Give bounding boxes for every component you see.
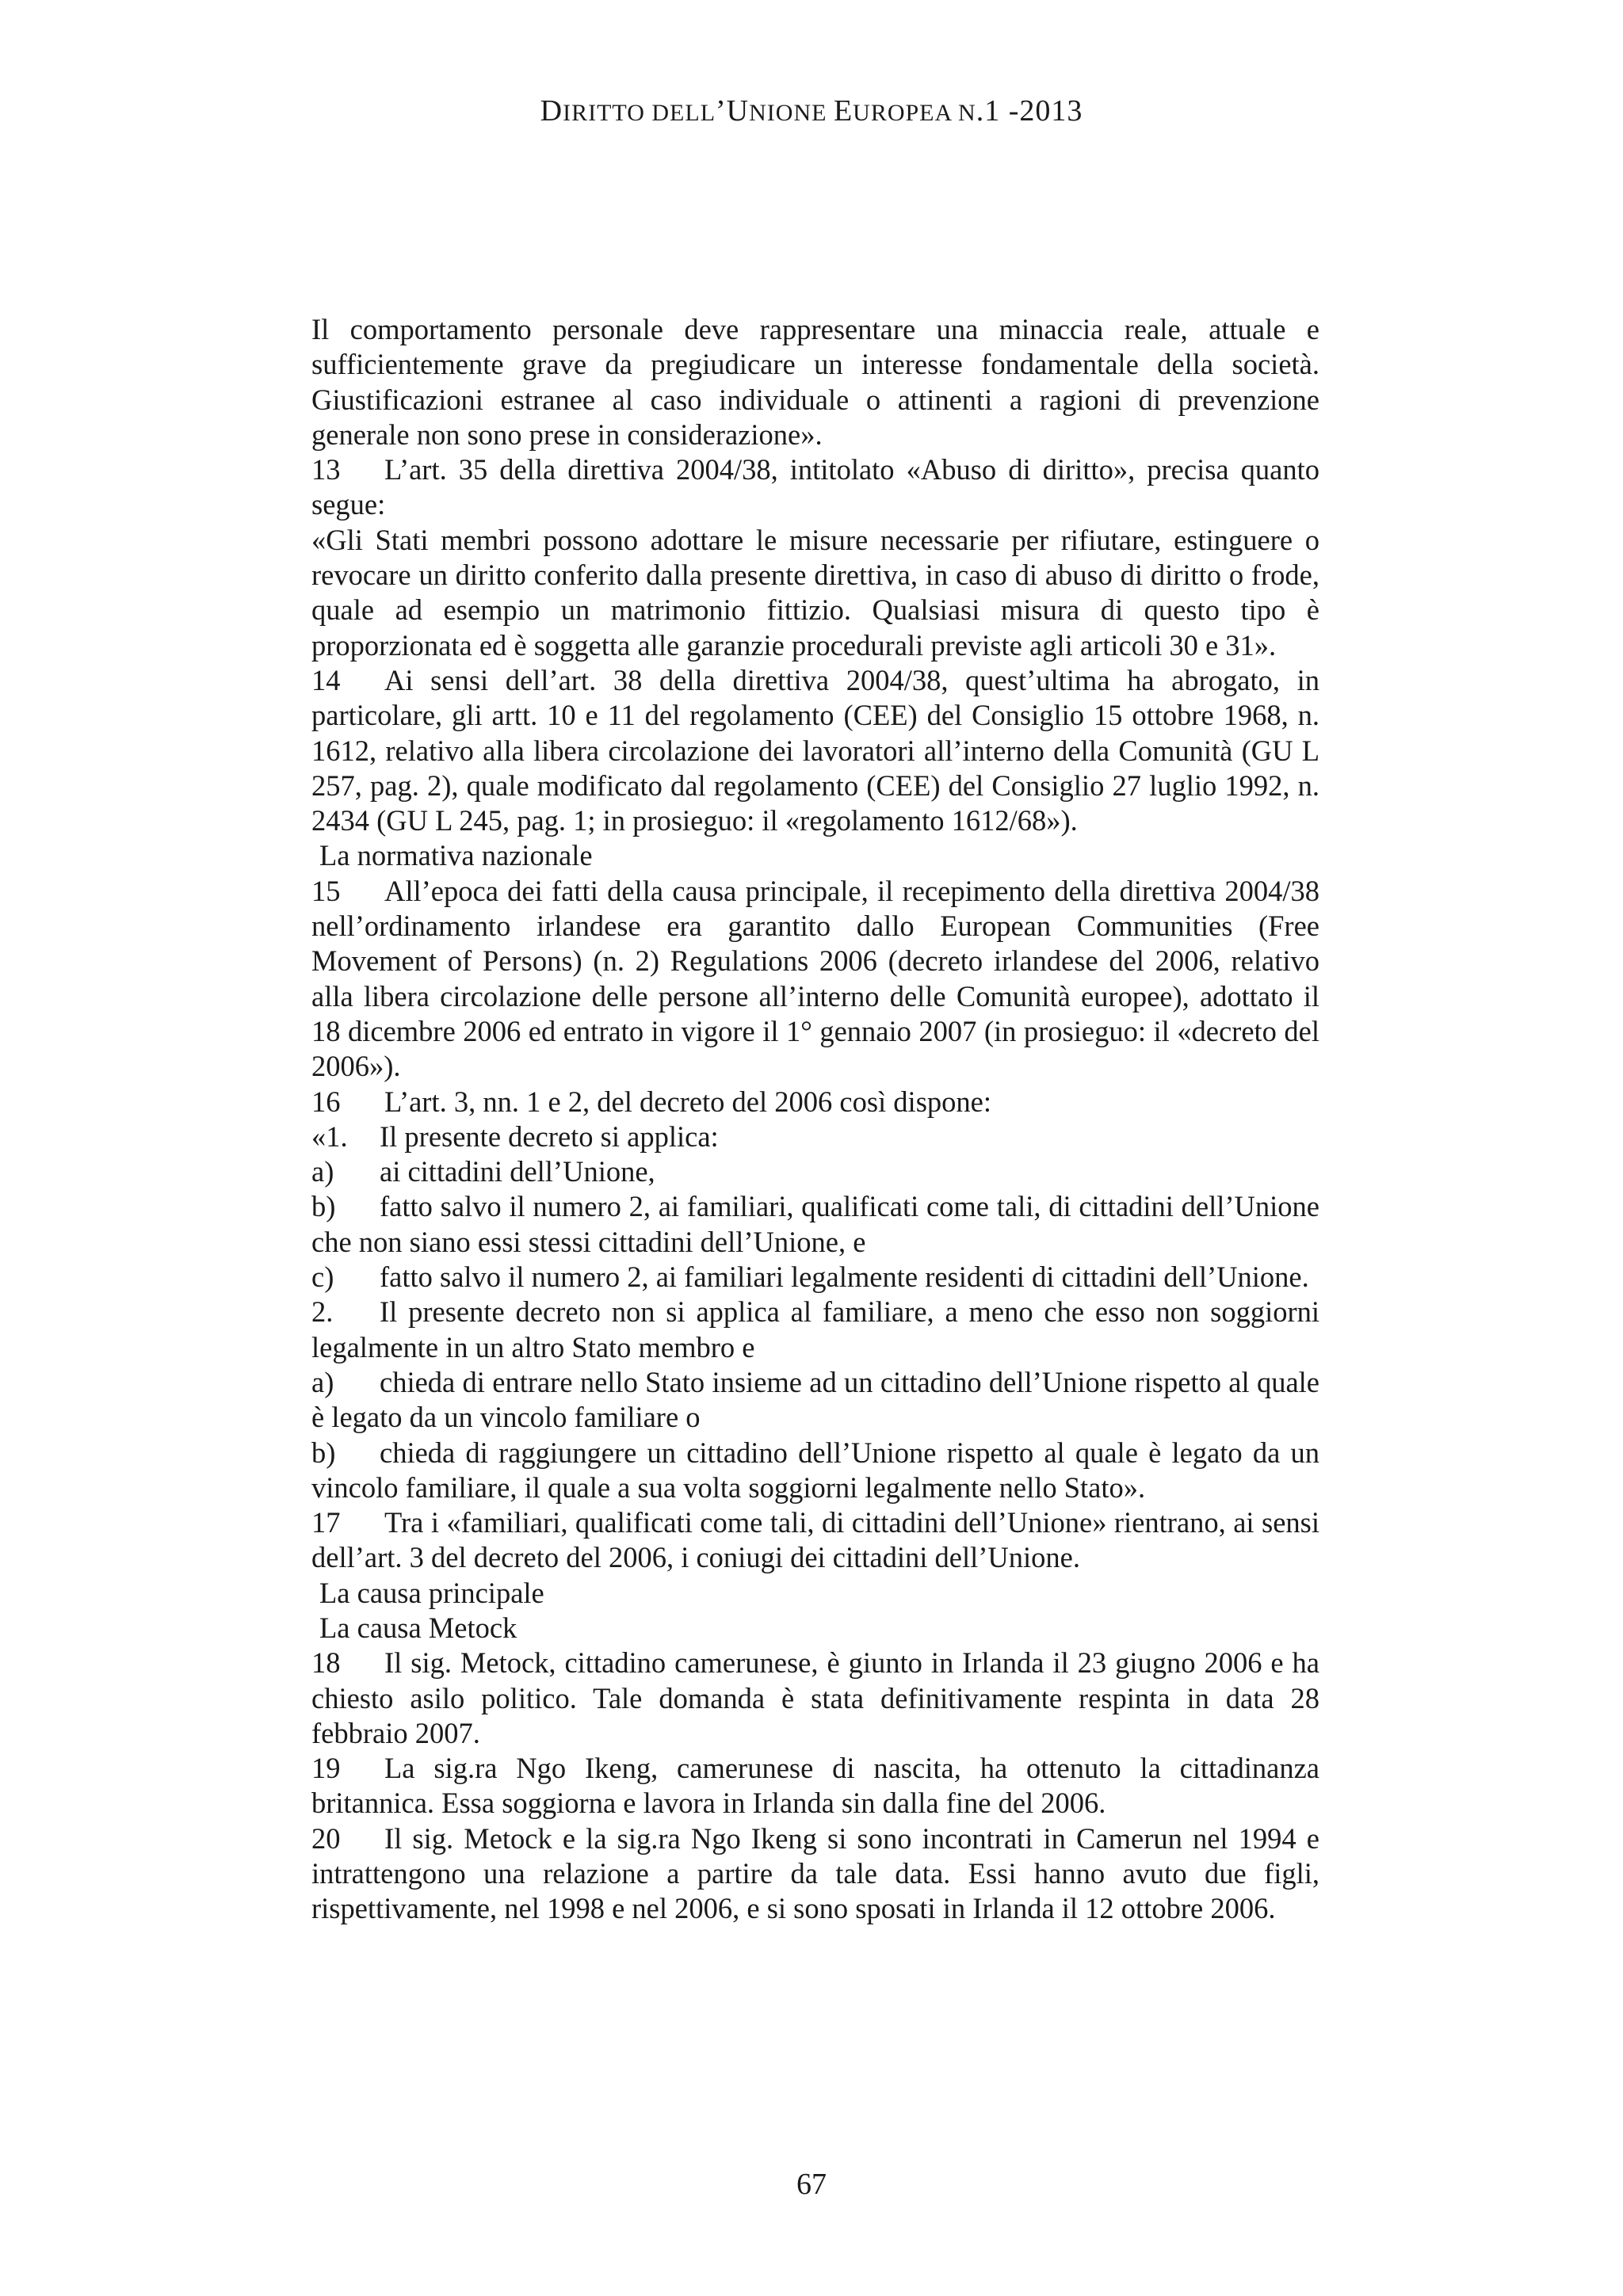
list-item — [311, 1154, 1319, 1189]
paragraph-number: 13 — [311, 453, 341, 486]
numbered-paragraph — [311, 663, 1319, 838]
list-item — [311, 1295, 1319, 1365]
paragraph-number: 16 — [311, 1085, 341, 1118]
item-marker: b) — [311, 1190, 336, 1223]
paragraph-text: fatto salvo il numero 2, ai familiari, qualificati come tali, di cittadini dell’Unione che non siano essi stessi cittadini dell’Unione, e — [311, 1190, 1319, 1258]
numbered-paragraph — [311, 1646, 1319, 1751]
paragraph-text: ai cittadini dell’Unione, — [380, 1155, 655, 1188]
paragraph: Il comportamento personale deve rappresentare una minaccia reale, attuale e sufficientemente grave da pregiudicare un interesse fondamentale della società. Giustificazioni estranee al caso individuale o attinenti a ragioni di prevenzione generale non sono prese in considerazione». — [311, 313, 1319, 451]
paragraph-number: 20 — [311, 1821, 341, 1855]
header-part: D — [540, 94, 563, 128]
numbered-paragraph — [311, 1821, 1319, 1927]
item-marker: c) — [311, 1261, 334, 1294]
header-part: IRITTO DELL — [563, 100, 716, 126]
numbered-paragraph — [311, 874, 1319, 1085]
list-item — [311, 1260, 1319, 1295]
section-heading: La normativa nazionale — [319, 839, 593, 872]
header-part: UROPEA N — [853, 100, 976, 126]
paragraph-text: chieda di entrare nello Stato insieme ad un cittadino dell’Unione rispetto al quale è legato da un vincolo familiare o — [311, 1365, 1319, 1434]
list-item — [311, 1189, 1319, 1260]
paragraph-number: 19 — [311, 1752, 341, 1785]
numbered-paragraph — [311, 1751, 1319, 1821]
paragraph-number: 15 — [311, 874, 341, 907]
item-marker: a) — [311, 1155, 334, 1188]
item-marker: a) — [311, 1365, 334, 1398]
numbered-paragraph — [311, 452, 1319, 523]
item-marker: b) — [311, 1436, 336, 1469]
paragraph-text: Il presente decreto non si applica al familiare, a meno che esso non soggiorni legalmente in un altro Stato membro e — [311, 1295, 1319, 1363]
section-heading: La causa Metock — [319, 1611, 517, 1644]
header-part: NIONE — [749, 100, 834, 126]
paragraph-text: chieda di raggiungere un cittadino dell’Unione rispetto al quale è legato da un vincolo familiare, il quale a sua volta soggiorni legalmente nello Stato». — [311, 1436, 1319, 1504]
header-part: ’U — [716, 94, 750, 128]
running-header — [0, 93, 1623, 128]
paragraph-text: Il presente decreto si applica: — [380, 1119, 719, 1153]
item-marker: «1. — [311, 1119, 348, 1153]
page-number: 67 — [796, 2168, 827, 2201]
list-item — [311, 1119, 1319, 1154]
numbered-paragraph — [311, 1085, 1319, 1119]
paragraph: «Gli Stati membri possono adottare le misure necessarie per rifiutare, estinguere o revocare un diritto conferito dalla presente direttiva, in caso di abuso di diritto o frode, quale ad esempio un matrimonio fittizio. Qualsiasi misura di questo tipo è proporzionata ed è soggetta alle garanzie procedurali previste agli articoli 30 e 31». — [311, 523, 1319, 662]
header-part: .1 -2013 — [976, 94, 1083, 128]
paragraph-text: fatto salvo il numero 2, ai familiari legalmente residenti di cittadini dell’Unione. — [380, 1261, 1309, 1294]
item-marker: 2. — [311, 1295, 334, 1329]
paragraph-text: Il sig. Metock, cittadino camerunese, è giunto in Irlanda il 23 giugno 2006 e ha chiesto asilo politico. Tale domanda è stata definitivamente respinta in data 28 febbraio 2007. — [311, 1646, 1319, 1749]
paragraph-number: 17 — [311, 1506, 341, 1539]
body-text — [311, 312, 1319, 1927]
paragraph-text: Tra i «familiari, qualificati come tali, di cittadini dell’Unione» rientrano, ai sensi dell’art. 3 del decreto del 2006, i coniugi dei cittadini dell’Unione. — [311, 1506, 1319, 1574]
numbered-paragraph — [311, 1505, 1319, 1576]
paragraph-text: La sig.ra Ngo Ikeng, camerunese di nascita, ha ottenuto la cittadinanza britannica. Essa soggiorna e lavora in Irlanda sin dalla fine del 2006. — [311, 1752, 1319, 1820]
paragraph-text: L’art. 3, nn. 1 e 2, del decreto del 2006 così dispone: — [384, 1085, 991, 1118]
paragraph-text: L’art. 35 della direttiva 2004/38, intitolato «Abuso di diritto», precisa quanto segue: — [311, 453, 1319, 521]
paragraph-text: Ai sensi dell’art. 38 della direttiva 2004/38, quest’ultima ha abrogato, in particolare, gli artt. 10 e 11 del regolamento (CEE) del Consiglio 15 ottobre 1968, n. 1612, relativo alla libera circolazione dei lavoratori all’interno della Comunità (GU L 257, pag. 2), quale modificato dal regolamento (CEE) del Consiglio 27 luglio 1992, n. 2434 (GU L 245, pag. 1; in prosieguo: il «regolamento 1612/68»). — [311, 663, 1319, 837]
header-part: E — [833, 94, 854, 128]
paragraph-text: Il sig. Metock e la sig.ra Ngo Ikeng si sono incontrati in Camerun nel 1994 e intrattengono una relazione a partire da tale data. Essi hanno avuto due figli, rispettivamente, nel 1998 e nel 2006, e si sono sposati in Irlanda il 12 ottobre 2006. — [311, 1821, 1319, 1925]
paragraph-text: All’epoca dei fatti della causa principale, il recepimento della direttiva 2004/38 nell’ordinamento irlandese era garantito dallo European Communities (Free Movement of Persons) (n. 2) Regulations 2006 (decreto irlandese del 2006, relativo alla libera circolazione delle persone all’interno delle Comunità europee), adottato il 18 dicembre 2006 ed entrato in vigore il 1° gennaio 2007 (in prosieguo: il «decreto del 2006»). — [311, 874, 1319, 1083]
section-heading: La causa principale — [319, 1576, 544, 1609]
list-item — [311, 1365, 1319, 1436]
list-item — [311, 1436, 1319, 1506]
paragraph-number: 14 — [311, 663, 341, 696]
paragraph-number: 18 — [311, 1646, 341, 1680]
